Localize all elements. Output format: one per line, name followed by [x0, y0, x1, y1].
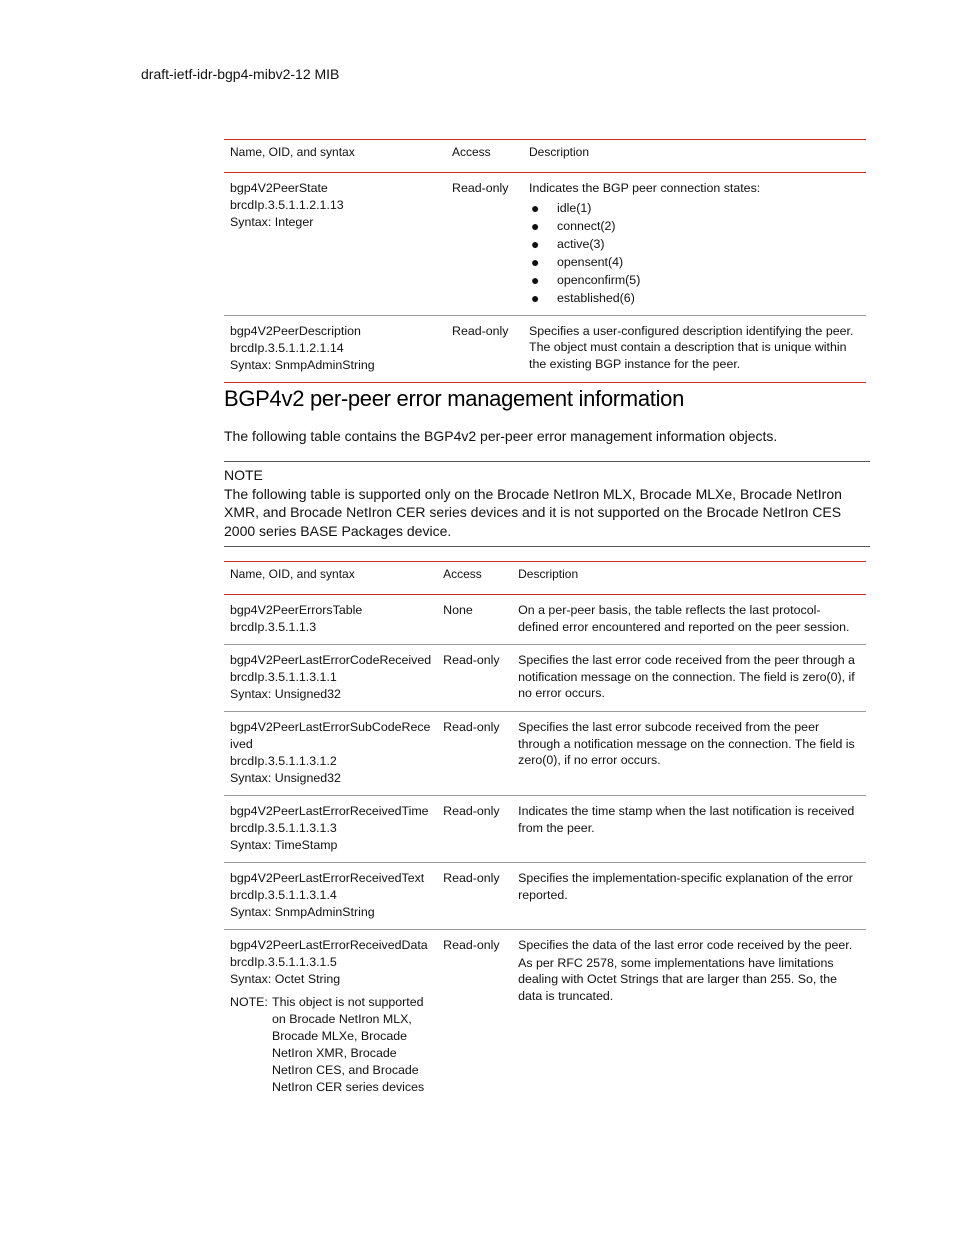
- column-header-name: Name, OID, and syntax: [224, 562, 437, 595]
- table-row: [224, 863, 866, 930]
- object-oid: brcdIp.3.5.1.1.3.1.4: [230, 888, 337, 902]
- name-cell: [224, 930, 437, 1105]
- object-name: bgp4V2PeerLastErrorCodeReceived: [230, 653, 432, 667]
- table-header-row: [224, 140, 866, 173]
- access-cell: Read-only: [446, 173, 523, 316]
- object-oid: brcdIp.3.5.1.1.2.1.13: [230, 198, 344, 212]
- access-cell: Read-only: [437, 712, 512, 796]
- bullet-icon: ●: [531, 271, 540, 288]
- access-cell: None: [437, 595, 512, 645]
- section-intro: The following table contains the BGP4v2 per-peer error management information objects.: [224, 428, 778, 444]
- object-oid: brcdIp.3.5.1.1.3.1.5: [230, 955, 337, 969]
- object-name: bgp4V2PeerLastErrorReceivedTime: [230, 804, 429, 818]
- object-syntax: Syntax: Unsigned32: [230, 687, 341, 701]
- column-header-access: Access: [437, 562, 512, 595]
- list-item: ● connect(2): [531, 217, 616, 234]
- object-syntax: Syntax: Unsigned32: [230, 771, 341, 785]
- table-row: [224, 712, 866, 796]
- note-label: NOTE: [224, 467, 263, 483]
- peer-errors-table: [224, 561, 866, 1104]
- access-cell: Read-only: [446, 315, 523, 382]
- object-name: bgp4V2PeerLastErrorReceivedData: [230, 938, 428, 952]
- description-cell: Indicates the time stamp when the last notification is received from the peer.: [512, 796, 866, 863]
- object-name-continued: ived: [230, 737, 253, 751]
- description-cell: [523, 173, 866, 316]
- object-name: bgp4V2PeerState: [230, 181, 328, 195]
- name-cell: [224, 712, 437, 796]
- table-row: [224, 315, 866, 382]
- list-item: ● idle(1): [531, 199, 592, 216]
- column-header-description: Description: [512, 562, 866, 595]
- object-syntax: Syntax: SnmpAdminString: [230, 357, 375, 372]
- column-header-description: Description: [523, 140, 866, 173]
- name-cell: [224, 645, 437, 712]
- list-item: ● opensent(4): [531, 253, 624, 270]
- table-header-row: [224, 562, 866, 595]
- column-header-name: Name, OID, and syntax: [224, 140, 446, 173]
- table-row: [224, 645, 866, 712]
- object-syntax: Syntax: TimeStamp: [230, 838, 338, 852]
- access-cell: Read-only: [437, 796, 512, 863]
- object-name: bgp4V2PeerLastErrorSubCodeRece: [230, 720, 431, 734]
- list-item: ● established(6): [531, 289, 635, 306]
- bullet-icon: ●: [531, 199, 540, 216]
- name-cell: [224, 315, 446, 382]
- table-row: [224, 796, 866, 863]
- note-box: [224, 461, 870, 547]
- description-cell: [512, 930, 866, 1105]
- object-syntax: Syntax: Octet String: [230, 972, 341, 986]
- table-row: [224, 930, 866, 1105]
- table-row: [224, 173, 866, 316]
- object-name: bgp4V2PeerDescription: [230, 323, 361, 338]
- object-syntax: Syntax: Integer: [230, 215, 314, 229]
- bullet-icon: ●: [531, 217, 540, 234]
- object-oid: brcdIp.3.5.1.1.3.1.3: [230, 821, 337, 835]
- access-cell: Read-only: [437, 645, 512, 712]
- name-cell: [224, 173, 446, 316]
- inline-note-text: This object is not supported on Brocade NetIron MLX, Brocade MLXe, Brocade NetIron XMR, Brocade NetIron CES, and Brocade NetIron CER series devices: [272, 995, 425, 1094]
- inline-note-label: NOTE:: [230, 995, 268, 1009]
- object-syntax: Syntax: SnmpAdminString: [230, 905, 375, 919]
- peer-state-table: [224, 139, 866, 383]
- inline-note: [230, 994, 431, 1096]
- description-cell: On a per-peer basis, the table reflects the last protocol-defined error encountered and reported on the peer session.: [512, 595, 866, 645]
- list-item: ● openconfirm(5): [531, 271, 641, 288]
- description-text: Indicates the BGP peer connection states:: [529, 181, 761, 195]
- access-cell: Read-only: [443, 938, 500, 952]
- running-header: draft-ietf-idr-bgp4-mibv2-12 MIB: [141, 66, 340, 82]
- description-cell: Specifies the last error code received from the peer through a notification message on the connection. The field is zero(0), if no error occurs.: [512, 645, 866, 712]
- description-cell: Specifies a user-configured description identifying the peer. The object must contain a description that is unique within the existing BGP instance for the peer.: [523, 315, 866, 382]
- access-cell: Read-only: [437, 863, 512, 930]
- object-oid: brcdIp.3.5.1.1.2.1.14: [230, 340, 344, 355]
- column-header-access: Access: [446, 140, 523, 173]
- bullet-icon: ●: [531, 253, 540, 270]
- object-name: bgp4V2PeerLastErrorReceivedText: [230, 871, 425, 885]
- object-oid: brcdIp.3.5.1.1.3.1.2: [230, 754, 337, 768]
- note-text: The following table is supported only on the Brocade NetIron MLX, Brocade MLXe, Brocade NetIron XMR, and Brocade NetIron CER series devices and it is not supported on the Brocade NetIron CES 2000 series BASE Packages device.: [224, 485, 842, 539]
- bullet-icon: ●: [531, 235, 540, 252]
- name-cell: [224, 595, 437, 645]
- bullet-icon: ●: [531, 289, 540, 306]
- object-oid: brcdIp.3.5.1.1.3.1.1: [230, 670, 337, 684]
- description-cell: Specifies the implementation-specific explanation of the error reported.: [512, 863, 866, 930]
- section-heading: BGP4v2 per-peer error management information: [224, 386, 685, 411]
- name-cell: [224, 796, 437, 863]
- object-oid: brcdIp.3.5.1.1.3: [230, 620, 317, 634]
- name-cell: [224, 863, 437, 930]
- object-name: bgp4V2PeerErrorsTable: [230, 603, 363, 617]
- description-text-continued: As per RFC 2578, some implementations have limitations dealing with Octet Strings that are larger than 255. So, the data is truncated.: [518, 955, 838, 1003]
- description-text: Specifies the data of the last error code received by the peer.: [518, 938, 853, 952]
- list-item: ● active(3): [531, 235, 605, 252]
- description-cell: Specifies the last error subcode received from the peer through a notification message on the connection. The field is zero(0), if no error occurs.: [512, 712, 866, 796]
- table-row: [224, 595, 866, 645]
- state-list: [529, 199, 860, 307]
